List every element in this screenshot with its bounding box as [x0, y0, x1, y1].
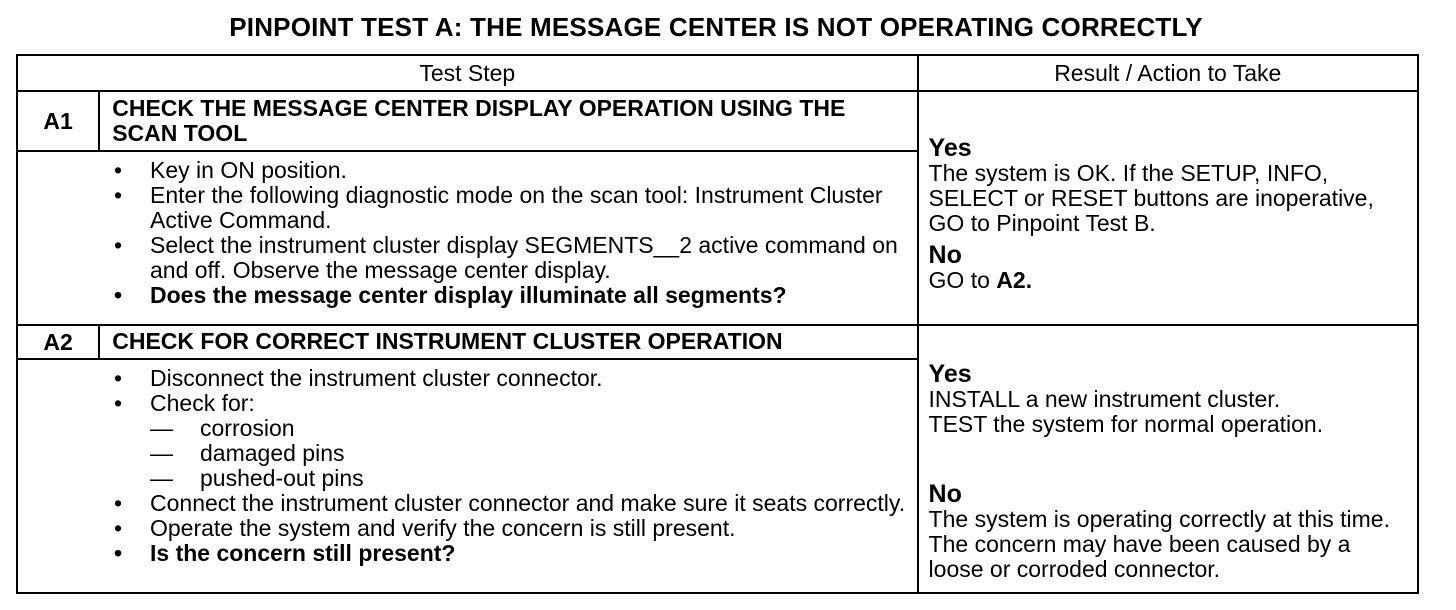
yes-text: TEST the system for normal operation. [928, 410, 1324, 437]
list-item: • Connect the instrument cluster connector and make sure it seats correctly. [114, 490, 906, 516]
step-id: A2 [17, 325, 99, 359]
step-a2-result [918, 325, 1418, 593]
step-a1-result [918, 91, 1418, 325]
yes-text: The system is OK. If the SETUP, INFO, SELECT or RESET buttons are inoperative, GO to Pinpoint Test B. [928, 160, 1374, 236]
step-a1-heading-row [17, 91, 1418, 151]
bullet-icon: • [114, 490, 123, 516]
list-item: — corrosion [150, 415, 295, 441]
yes-text: INSTALL a new instrument cluster. [928, 385, 1281, 412]
dash-icon: — [150, 440, 173, 466]
bullet-icon: • [114, 157, 123, 183]
bullet-icon: • [114, 540, 123, 566]
list-item: • Select the instrument cluster display SEGMENTS__2 active command on and off. Observe the message center display. [114, 232, 898, 283]
step-a2-heading-row [17, 325, 1418, 359]
no-label: No [928, 479, 962, 508]
table-header-row [17, 55, 1418, 91]
list-item: • Does the message center display illuminate all segments? [114, 282, 787, 308]
result-header: Result / Action to Take [918, 55, 1418, 91]
bullet-icon: • [114, 515, 123, 541]
dash-icon: — [150, 415, 173, 441]
yes-label: Yes [928, 359, 972, 388]
list-item: • Is the concern still present? [114, 540, 456, 566]
dash-icon: — [150, 465, 173, 491]
step-a1-body [17, 151, 918, 325]
no-label: No [928, 241, 962, 269]
pinpoint-test-table [16, 54, 1419, 594]
page-title: PINPOINT TEST A: THE MESSAGE CENTER IS NOT OPERATING CORRECTLY [229, 12, 1203, 42]
no-text: GO to A2. [928, 267, 1033, 293]
bullet-icon: • [114, 232, 123, 258]
list-item: — damaged pins [150, 440, 345, 466]
bullet-icon: • [114, 182, 123, 208]
step-id: A1 [17, 91, 99, 151]
no-text: The system is operating correctly at this time. The concern may have been caused by a loose or corroded connector. [928, 505, 1390, 582]
yes-label: Yes [928, 134, 972, 162]
bullet-icon: • [114, 390, 123, 416]
list-item: • Disconnect the instrument cluster connector. [114, 365, 603, 391]
list-item: • Operate the system and verify the concern is still present. [114, 515, 736, 541]
test-step-header: Test Step [17, 55, 918, 91]
step-heading: CHECK THE MESSAGE CENTER DISPLAY OPERATION USING THE SCAN TOOL [99, 91, 917, 151]
list-item: — pushed-out pins [150, 465, 364, 491]
step-a2-body [17, 359, 918, 593]
list-item: • Enter the following diagnostic mode on the scan tool: Instrument Cluster Active Command. [114, 182, 883, 233]
bullet-icon: • [114, 365, 123, 391]
step-heading: CHECK FOR CORRECT INSTRUMENT CLUSTER OPERATION [99, 325, 917, 359]
bullet-icon: • [114, 282, 123, 308]
list-item: • Key in ON position. [114, 157, 347, 183]
list-item: • Check for: [114, 390, 255, 416]
